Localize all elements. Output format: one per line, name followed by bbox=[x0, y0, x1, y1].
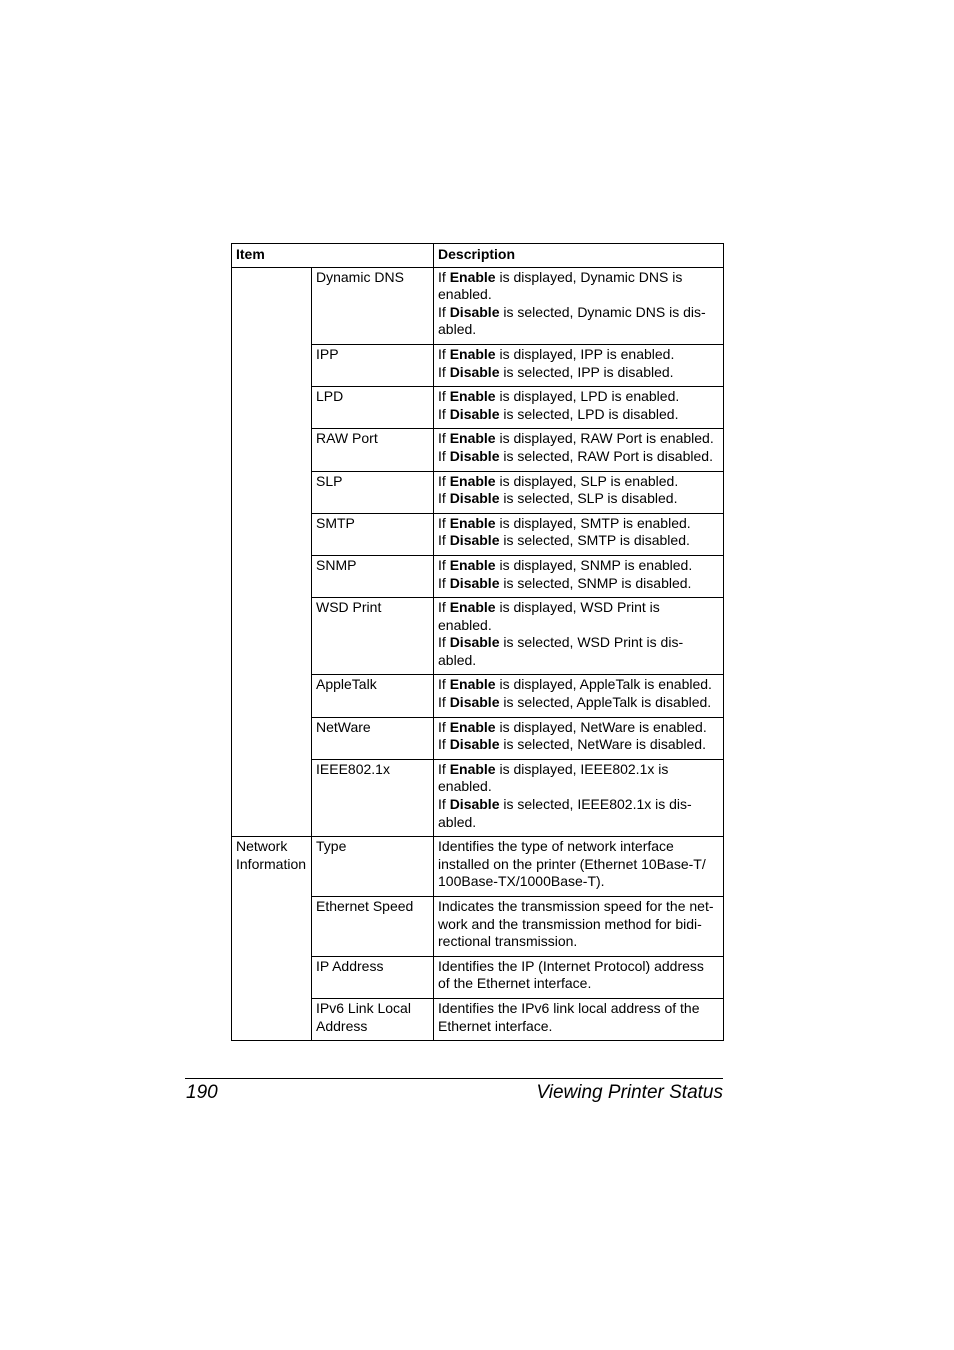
option-keyword: Enable bbox=[449, 760, 496, 777]
item-label-line: SNMP bbox=[316, 556, 357, 573]
description-line bbox=[438, 761, 719, 779]
description-text: is displayed, AppleTalk is enabled. bbox=[495, 676, 712, 693]
option-keyword: Disable bbox=[449, 303, 500, 320]
description-line bbox=[438, 286, 719, 304]
description-line bbox=[438, 1018, 719, 1036]
group-cell bbox=[232, 837, 312, 1041]
item-cell bbox=[312, 675, 434, 717]
description-line bbox=[438, 856, 719, 874]
description-text: If bbox=[438, 676, 450, 693]
description-text: 100Base-TX/1000Base-T). bbox=[438, 873, 605, 890]
option-keyword: Disable bbox=[449, 447, 500, 464]
description-text: If bbox=[438, 345, 450, 362]
description-text: is selected, SNMP is disabled. bbox=[499, 574, 692, 591]
option-keyword: Disable bbox=[449, 796, 500, 813]
description-text: If bbox=[438, 388, 450, 405]
item-label-line: IP Address bbox=[316, 957, 384, 974]
description-text: is selected, NetWare is disabled. bbox=[499, 736, 706, 753]
page-number: 190 bbox=[186, 1082, 218, 1103]
header-item: Item bbox=[232, 244, 434, 268]
option-keyword: Enable bbox=[449, 345, 496, 362]
description-line bbox=[438, 304, 719, 322]
item-label-line: RAW Port bbox=[316, 430, 378, 447]
description-text: abled. bbox=[438, 813, 477, 830]
description-line bbox=[438, 430, 719, 448]
description-text: enabled. bbox=[438, 616, 492, 633]
item-cell bbox=[312, 598, 434, 675]
description-line bbox=[438, 719, 719, 737]
description-line bbox=[438, 975, 719, 993]
description-text: is selected, IPP is disabled. bbox=[499, 363, 674, 380]
description-line bbox=[438, 406, 719, 424]
description-line bbox=[438, 634, 719, 652]
description-line bbox=[438, 617, 719, 635]
item-cell bbox=[312, 513, 434, 555]
description-text: is displayed, IPP is enabled. bbox=[495, 345, 675, 362]
description-text: of the Ethernet interface. bbox=[438, 975, 592, 992]
item-label-line: AppleTalk bbox=[316, 676, 377, 693]
item-label-line: Ethernet Speed bbox=[316, 898, 414, 914]
description-cell bbox=[434, 998, 724, 1040]
option-keyword: Disable bbox=[449, 694, 500, 711]
description-cell bbox=[434, 344, 724, 386]
description-cell bbox=[434, 387, 724, 429]
item-cell bbox=[312, 387, 434, 429]
option-keyword: Enable bbox=[449, 599, 496, 616]
option-keyword: Disable bbox=[449, 736, 500, 753]
description-line bbox=[438, 448, 719, 466]
group-label-line: Network bbox=[236, 838, 288, 855]
description-text: If bbox=[438, 430, 450, 447]
description-text: If bbox=[438, 760, 450, 777]
description-text: abled. bbox=[438, 321, 477, 338]
description-text: Identifies the type of network interface bbox=[438, 838, 674, 855]
description-line bbox=[438, 814, 719, 832]
table-row bbox=[232, 837, 724, 897]
description-text: is displayed, IEEE802.1x is bbox=[495, 760, 669, 777]
description-line bbox=[438, 694, 719, 712]
description-line bbox=[438, 958, 719, 976]
description-text: is displayed, SMTP is enabled. bbox=[495, 514, 691, 531]
option-keyword: Disable bbox=[449, 634, 500, 651]
description-text: If bbox=[438, 363, 450, 380]
description-text: installed on the printer (Ethernet 10Base-T/ bbox=[438, 855, 706, 872]
item-label-line: IPv6 Link Local bbox=[316, 999, 411, 1016]
item-cell bbox=[312, 717, 434, 759]
description-cell bbox=[434, 897, 724, 957]
item-cell bbox=[312, 429, 434, 471]
item-label-line: Address bbox=[316, 1017, 368, 1034]
description-cell bbox=[434, 759, 724, 836]
description-line bbox=[438, 490, 719, 508]
description-text: If bbox=[438, 514, 450, 531]
settings-table bbox=[231, 243, 724, 1041]
description-line bbox=[438, 515, 719, 533]
option-keyword: Disable bbox=[449, 532, 500, 549]
description-cell bbox=[434, 675, 724, 717]
description-text: If bbox=[438, 718, 450, 735]
description-line bbox=[438, 838, 719, 856]
option-keyword: Enable bbox=[449, 676, 496, 693]
description-text: is displayed, RAW Port is enabled. bbox=[495, 430, 714, 447]
item-cell bbox=[312, 471, 434, 513]
description-line bbox=[438, 388, 719, 406]
description-text: Identifies the IPv6 link local address of the bbox=[438, 999, 700, 1016]
description-cell bbox=[434, 956, 724, 998]
description-text: is selected, WSD Print is dis- bbox=[499, 634, 684, 651]
option-keyword: Enable bbox=[449, 556, 496, 573]
option-keyword: Enable bbox=[449, 514, 496, 531]
description-line bbox=[438, 1000, 719, 1018]
description-line bbox=[438, 676, 719, 694]
item-label-line: SLP bbox=[316, 472, 343, 489]
description-cell bbox=[434, 598, 724, 675]
description-text: is displayed, SLP is enabled. bbox=[495, 472, 679, 489]
table-row bbox=[232, 267, 724, 344]
description-text: If bbox=[438, 490, 450, 507]
description-text: is selected, IEEE802.1x is dis- bbox=[499, 796, 692, 813]
description-line bbox=[438, 532, 719, 550]
description-line bbox=[438, 364, 719, 382]
option-keyword: Enable bbox=[449, 718, 496, 735]
group-label-line: Information bbox=[236, 855, 307, 872]
description-text: If bbox=[438, 694, 450, 711]
description-text: If bbox=[438, 447, 450, 464]
option-keyword: Disable bbox=[449, 574, 500, 591]
table-body bbox=[232, 267, 724, 1041]
item-cell bbox=[312, 267, 434, 344]
description-line bbox=[438, 873, 719, 891]
option-keyword: Disable bbox=[449, 405, 500, 422]
description-text: If bbox=[438, 405, 450, 422]
description-text: is displayed, NetWare is enabled. bbox=[495, 718, 707, 735]
description-text: enabled. bbox=[438, 778, 492, 795]
header-description: Description bbox=[434, 244, 724, 268]
description-text: is displayed, SNMP is enabled. bbox=[495, 556, 693, 573]
description-text: is displayed, WSD Print is bbox=[495, 599, 660, 616]
description-line bbox=[438, 916, 719, 934]
description-text: If bbox=[438, 472, 450, 489]
item-cell bbox=[312, 998, 434, 1040]
option-keyword: Enable bbox=[449, 430, 496, 447]
description-cell bbox=[434, 837, 724, 897]
group-cell bbox=[232, 267, 312, 837]
description-text: is selected, LPD is disabled. bbox=[499, 405, 679, 422]
description-text: enabled. bbox=[438, 286, 492, 303]
description-line bbox=[438, 269, 719, 287]
item-cell bbox=[312, 837, 434, 897]
description-line bbox=[438, 933, 719, 951]
description-cell bbox=[434, 513, 724, 555]
description-text: is selected, SLP is disabled. bbox=[499, 490, 678, 507]
description-text: is displayed, Dynamic DNS is bbox=[495, 268, 683, 285]
description-text: Indicates the transmission speed for the net- bbox=[438, 898, 714, 914]
item-label-line: LPD bbox=[316, 388, 344, 405]
option-keyword: Disable bbox=[449, 490, 500, 507]
description-line bbox=[438, 652, 719, 670]
description-cell bbox=[434, 471, 724, 513]
item-label-line: IPP bbox=[316, 345, 339, 362]
description-text: work and the transmission method for bidi- bbox=[438, 915, 702, 932]
item-label-line: Dynamic DNS bbox=[316, 268, 404, 285]
description-line bbox=[438, 898, 719, 916]
description-text: is selected, RAW Port is disabled. bbox=[499, 447, 713, 464]
item-cell bbox=[312, 555, 434, 597]
option-keyword: Enable bbox=[449, 268, 496, 285]
description-line bbox=[438, 736, 719, 754]
description-line bbox=[438, 557, 719, 575]
item-cell bbox=[312, 956, 434, 998]
description-text: Identifies the IP (Internet Protocol) address bbox=[438, 957, 704, 974]
description-text: If bbox=[438, 532, 450, 549]
description-line bbox=[438, 473, 719, 491]
section-title: Viewing Printer Status bbox=[536, 1082, 723, 1103]
item-label-line: Type bbox=[316, 838, 347, 855]
description-cell bbox=[434, 717, 724, 759]
description-text: If bbox=[438, 556, 450, 573]
item-label-line: IEEE802.1x bbox=[316, 760, 390, 777]
description-line bbox=[438, 796, 719, 814]
description-text: is displayed, LPD is enabled. bbox=[495, 388, 680, 405]
item-label-line: NetWare bbox=[316, 718, 371, 735]
description-text: is selected, AppleTalk is disabled. bbox=[499, 694, 712, 711]
description-line bbox=[438, 346, 719, 364]
description-cell bbox=[434, 429, 724, 471]
description-line bbox=[438, 778, 719, 796]
description-text: is selected, Dynamic DNS is dis- bbox=[499, 303, 706, 320]
description-text: rectional transmission. bbox=[438, 933, 578, 950]
option-keyword: Enable bbox=[449, 472, 496, 489]
description-cell bbox=[434, 555, 724, 597]
table-header-row bbox=[232, 244, 724, 268]
description-text: If bbox=[438, 796, 450, 813]
description-text: If bbox=[438, 574, 450, 591]
item-cell bbox=[312, 344, 434, 386]
footer-rule bbox=[185, 1078, 723, 1079]
description-line bbox=[438, 599, 719, 617]
option-keyword: Disable bbox=[449, 363, 500, 380]
description-text: If bbox=[438, 268, 450, 285]
item-label-line: WSD Print bbox=[316, 599, 382, 616]
description-text: If bbox=[438, 303, 450, 320]
description-text: abled. bbox=[438, 651, 477, 668]
description-line bbox=[438, 321, 719, 339]
item-cell bbox=[312, 759, 434, 836]
description-text: Ethernet interface. bbox=[438, 1017, 553, 1034]
description-line bbox=[438, 575, 719, 593]
item-label-line: SMTP bbox=[316, 514, 355, 531]
item-cell bbox=[312, 897, 434, 957]
description-text: If bbox=[438, 736, 450, 753]
option-keyword: Enable bbox=[449, 388, 496, 405]
description-text: If bbox=[438, 599, 450, 616]
description-cell bbox=[434, 267, 724, 344]
description-text: is selected, SMTP is disabled. bbox=[499, 532, 690, 549]
description-text: If bbox=[438, 634, 450, 651]
